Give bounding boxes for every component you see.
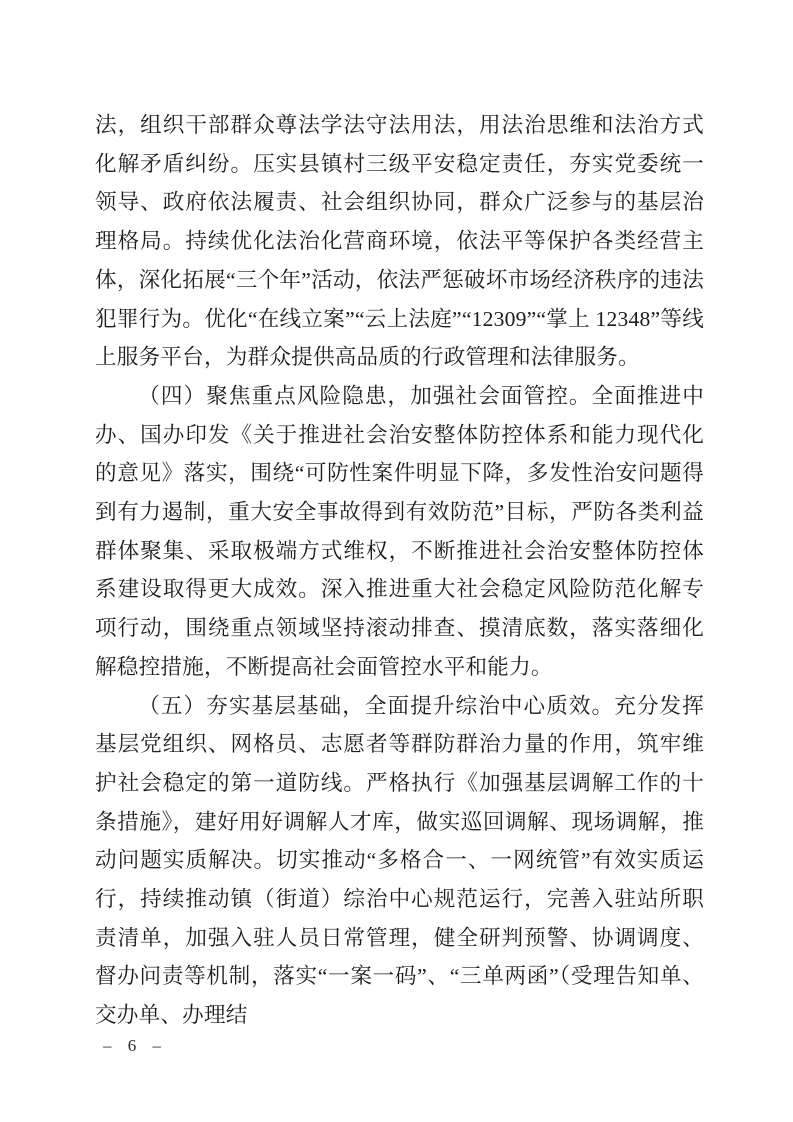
body-paragraph-item-four: （四）聚焦重点风险隐患，加强社会面管控。全面推进中办、国办印发《关于推进社会治安整体防控体系和能力现代化的意见》落实，围绕“可防性案件明显下降，多发性治安问题得到有力遏制，重大安全事故得到有效防范”目标，严防各类利益群体聚集、采取极端方式维权，不断推进社会治安整体防控体系建设取得更大成效。深入推进重大社会稳定风险防范化解专项行动，围绕重点领域坚持滚动排查、摸清底数，落实落细化解稳控措施，不断提高社会面管控水平和能力。 <box>95 383 704 679</box>
document-body <box>95 106 704 1035</box>
body-paragraph-continuation: 法，组织干部群众尊法学法守法用法，用法治思维和法治方式化解矛盾纠纷。压实县镇村三级平安稳定责任，夯实党委统一领导、政府依法履责、社会组织协同，群众广泛参与的基层治理格局。持续优化法治化营商环境，依法平等保护各类经营主体，深化拓展“三个年”活动，依法严惩破坏市场经济秩序的违法犯罪行为。优化“在线立案”“云上法庭”“12309”“掌上 12348”等线上服务平台，为群众提供高品质的行政管理和法律服务。 <box>95 113 704 370</box>
page-number: – 6 – <box>103 1036 167 1055</box>
body-paragraph-item-five: （五）夯实基层基础，全面提升综治中心质效。充分发挥基层党组织、网格员、志愿者等群防群治力量的作用，筑牢维护社会稳定的第一道防线。严格执行《加强基层调解工作的十条措施》，建好用好调解人才库，做实巡回调解、现场调解，推动问题实质解决。切实推动“多格合一、一网统管”有效实质运行，持续推动镇（街道）综治中心规范运行，完善入驻站所职责清单，加强入驻人员日常管理，健全研判预警、协调调度、督办问责等机制，落实“一案一码”、“三单两函”（受理告知单、交办单、办理结 <box>95 693 704 1028</box>
